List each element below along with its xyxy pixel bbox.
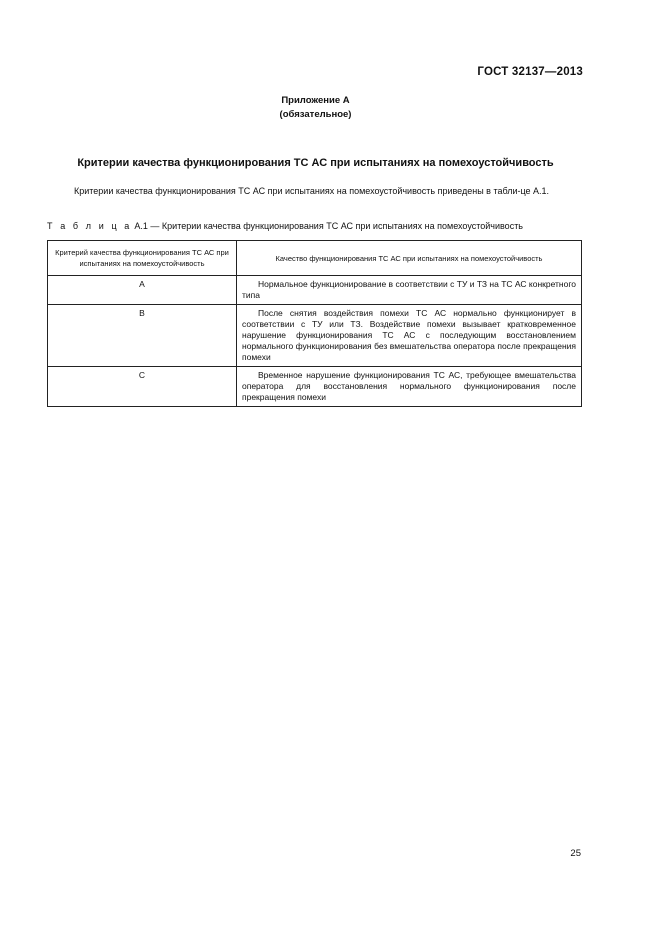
table-row xyxy=(48,305,582,367)
appendix-title: Приложение А xyxy=(281,95,350,106)
criterion-cell: В xyxy=(48,305,237,367)
table-row xyxy=(48,367,582,407)
page-number: 25 xyxy=(570,848,581,859)
criterion-cell: А xyxy=(48,276,237,305)
table-caption-text: А.1 — Критерии качества функционирования ТС АС при испытаниях на помехоустойчивость xyxy=(134,221,523,231)
intro-paragraph: Критерии качества функционирования ТС АС при испытаниях на помехоустойчивость приведены в табли-це А.1. xyxy=(74,186,550,196)
description-cell: После снятия воздействия помехи ТС АС нормально функционирует в соответствии с ТУ или ТЗ. Воздействие помехи вызывает кратковременное нарушение функционирования ТС АС с последующим восстановлением нормального функционирования без вмешательства оператора после прекращения помехи xyxy=(237,305,582,367)
description-cell: Нормальное функционирование в соответствии с ТУ и ТЗ на ТС АС конкретного типа xyxy=(237,276,582,305)
criteria-table xyxy=(47,240,582,407)
table-caption xyxy=(47,221,523,231)
appendix-status: (обязательное) xyxy=(279,109,352,120)
header-quality: Качество функционирования ТС АС при испытаниях на помехоустойчивость xyxy=(237,241,582,276)
standard-code: ГОСТ 32137—2013 xyxy=(477,66,583,78)
table-row xyxy=(48,276,582,305)
appendix-heading xyxy=(0,94,631,122)
table-caption-prefix: Т а б л и ц а xyxy=(47,221,132,231)
section-title: Критерии качества функционирования ТС АС при испытаниях на помехоустойчивость xyxy=(77,157,554,169)
table-header-row xyxy=(48,241,582,276)
header-criterion: Критерий качества функционирования ТС АС при испытаниях на помехоустойчивость xyxy=(48,241,237,276)
description-cell: Временное нарушение функционирования ТС АС, требующее вмешательства оператора для восстановления нормального функционирования после прекращения помехи xyxy=(237,367,582,407)
criterion-cell: С xyxy=(48,367,237,407)
